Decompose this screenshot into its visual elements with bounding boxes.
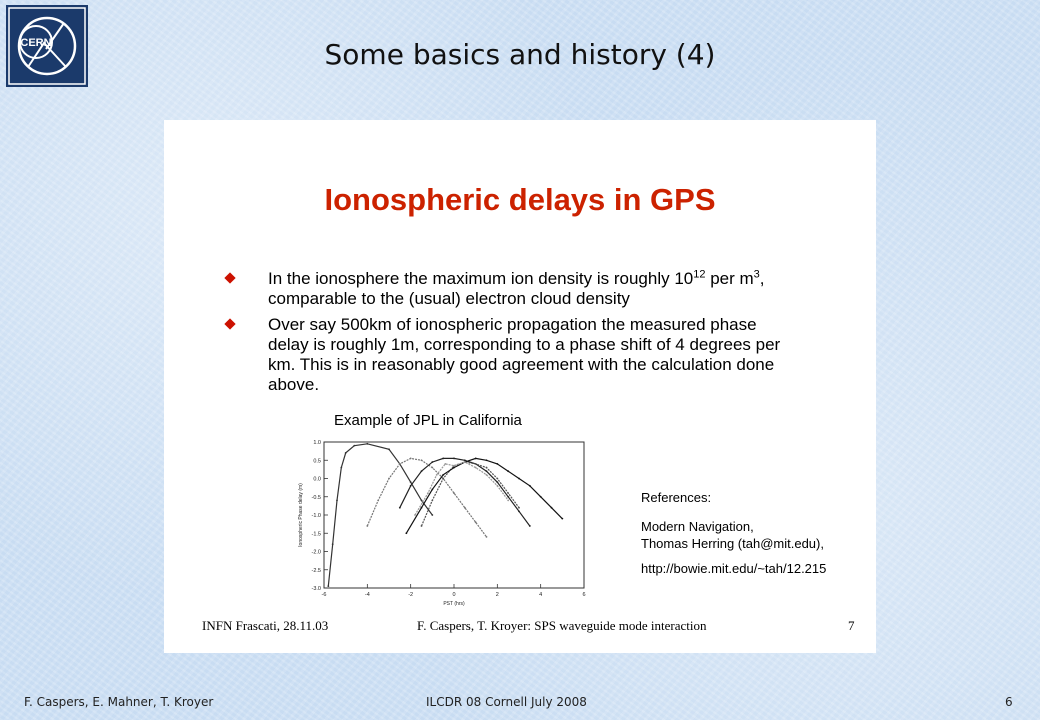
data-point [427, 492, 429, 494]
data-point [475, 521, 477, 523]
data-point [551, 507, 553, 509]
data-point [486, 459, 488, 461]
data-point [518, 478, 520, 480]
data-point [486, 470, 488, 472]
footer-page-number: 7 [848, 618, 855, 633]
footer-venue: INFN Frascati, 28.11.03 [202, 618, 329, 633]
embedded-slide [164, 120, 876, 653]
data-point [431, 461, 433, 463]
y-tick-label: -1.5 [311, 531, 321, 538]
data-point [421, 500, 423, 502]
footer-event: ILCDR 08 Cornell July 2008 [426, 695, 587, 709]
data-point [496, 481, 498, 483]
phase-delay-chart [294, 438, 594, 614]
data-point [453, 492, 455, 494]
data-point [453, 467, 455, 469]
reference-line: Modern Navigation, [641, 519, 754, 534]
x-tick-label: 0 [452, 592, 456, 598]
y-tick-label: -2.0 [311, 549, 321, 556]
data-point [464, 459, 466, 461]
y-tick-label: -3.0 [311, 586, 321, 592]
data-point [496, 478, 498, 480]
embedded-slide-footer [164, 618, 876, 638]
plot-frame [324, 442, 584, 588]
data-point [410, 485, 412, 487]
data-point [464, 461, 466, 463]
data-point [475, 458, 477, 460]
data-point [414, 514, 416, 516]
data-point [431, 500, 433, 502]
data-point [410, 481, 412, 483]
diamond-bullet-icon [224, 318, 235, 329]
data-point [377, 500, 379, 502]
data-point [436, 474, 438, 476]
data-point [529, 485, 531, 487]
data-point [399, 507, 401, 509]
data-point [518, 510, 520, 512]
figure-caption: Example of JPL in California [334, 412, 522, 429]
data-point [442, 474, 444, 476]
data-point [442, 478, 444, 480]
data-point [421, 459, 423, 461]
x-axis-label: PST (hrs) [443, 601, 465, 607]
data-point [496, 485, 498, 487]
data-point [332, 543, 334, 545]
references-heading: References: [641, 490, 712, 505]
x-tick-label: 6 [582, 592, 586, 598]
data-point [421, 470, 423, 472]
data-point [327, 585, 329, 587]
data-point [340, 467, 342, 469]
slide-title: Some basics and history (4) [324, 38, 716, 71]
diamond-bullet-icon [224, 272, 235, 283]
data-point [366, 443, 368, 445]
data-point [388, 448, 390, 450]
data-point [453, 458, 455, 460]
footer-page-number: 6 [1005, 695, 1013, 709]
bullet-text: In the ionosphere the maximum ion density is roughly $10^{12}$ per $m^3$, comparable to the (usual) electron cloud density [268, 268, 765, 308]
data-point [453, 465, 455, 467]
x-tick-label: -6 [321, 592, 327, 598]
data-point [475, 463, 477, 465]
y-axis-label: Ionospheric Phase delay (m) [298, 483, 304, 547]
data-point [507, 492, 509, 494]
data-point [507, 496, 509, 498]
cern-logo-text: CERN [20, 37, 52, 49]
data-point [486, 474, 488, 476]
data-point [529, 525, 531, 527]
x-tick-label: -2 [408, 592, 414, 598]
footer-authors: F. Caspers, E. Mahner, T. Kroyer [24, 695, 214, 709]
y-tick-label: 0.5 [313, 458, 321, 465]
data-point [431, 467, 433, 469]
data-point [475, 467, 477, 469]
data-point [486, 467, 488, 469]
data-point [421, 507, 423, 509]
data-point [353, 445, 355, 447]
data-point [464, 507, 466, 509]
x-tick-label: 2 [495, 592, 499, 598]
data-point [496, 463, 498, 465]
data-point [431, 489, 433, 491]
bullet-text: Over say 500km of ionospheric propagation the measured phase delay is roughly 1m, corresponding to a phase shift of 4 degrees per km. This is in reasonably good agreement with the calculation done above. [268, 315, 781, 394]
embedded-slide-title: Ionospheric delays in GPS [324, 182, 716, 217]
data-point [410, 458, 412, 460]
reference-url: http://bowie.mit.edu/~tah/12.215 [641, 561, 827, 576]
x-tick-label: -4 [364, 592, 370, 598]
data-point [507, 500, 509, 502]
y-tick-label: 1.0 [313, 440, 321, 446]
y-tick-label: -0.5 [311, 494, 321, 501]
data-point [388, 478, 390, 480]
y-tick-label: -1.0 [311, 513, 321, 519]
references [641, 490, 826, 576]
data-point [518, 507, 520, 509]
data-point [540, 496, 542, 498]
data-point [442, 458, 444, 460]
reference-line: Thomas Herring (tah@mit.edu), [641, 536, 824, 551]
footer-authors: F. Caspers, T. Kroyer: SPS waveguide mode interaction [417, 618, 707, 633]
data-point [431, 514, 433, 516]
data-point [336, 500, 338, 502]
data-point [366, 525, 368, 527]
y-tick-label: 0.0 [313, 476, 321, 483]
data-point [561, 518, 563, 520]
data-point [405, 532, 407, 534]
data-point [507, 470, 509, 472]
data-point [399, 463, 401, 465]
data-point [421, 525, 423, 527]
data-point [486, 536, 488, 538]
data-point [345, 452, 347, 454]
data-point [444, 463, 446, 465]
x-tick-label: 4 [539, 592, 543, 598]
y-tick-label: -2.5 [311, 567, 321, 574]
